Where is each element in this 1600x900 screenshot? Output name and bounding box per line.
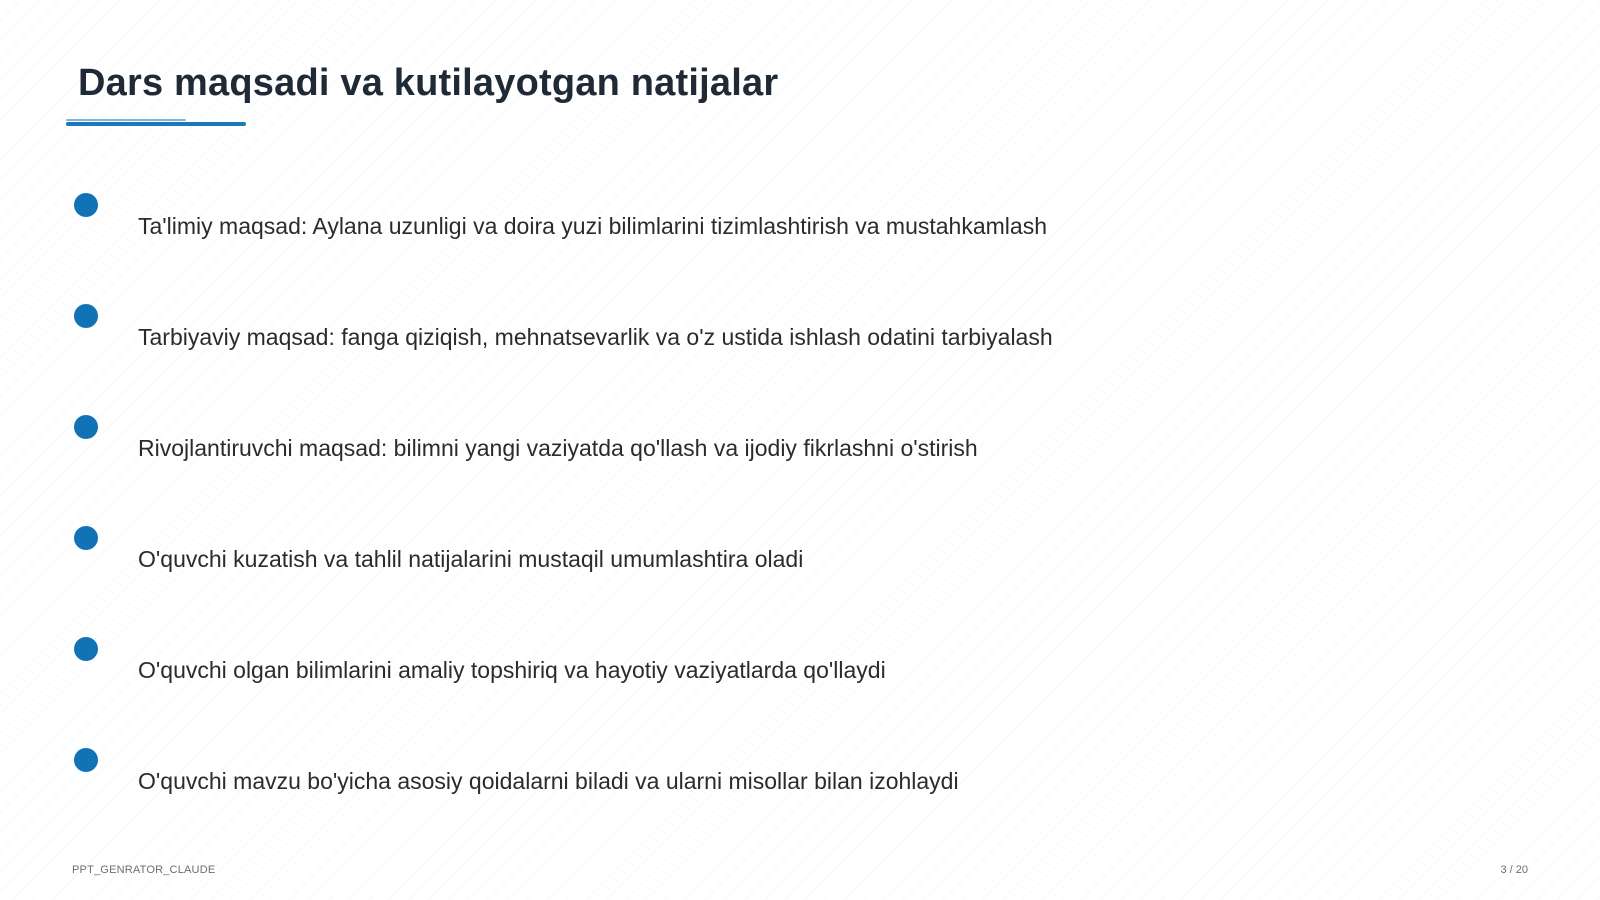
- footer-generator-label: PPT_GENRATOR_CLAUDE: [72, 864, 216, 876]
- bullet-dot-icon: [74, 304, 98, 328]
- bullet-text: Ta'limiy maqsad: Aylana uzunligi va doira yuzi bilimlarini tizimlashtirish va mustahkamlash: [138, 213, 1047, 239]
- list-item: [0, 415, 1500, 485]
- bullet-dot-icon: [74, 748, 98, 772]
- bullet-dot-icon: [74, 526, 98, 550]
- list-item: [0, 748, 1500, 818]
- bullet-text: O'quvchi kuzatish va tahlil natijalarini mustaqil umumlashtira oladi: [138, 546, 804, 572]
- bullet-text: O'quvchi mavzu bo'yicha asosiy qoidalarni biladi va ularni misollar bilan izohlaydi: [138, 768, 959, 794]
- list-item: [0, 193, 1500, 263]
- list-item: [0, 637, 1500, 707]
- bullet-text: Tarbiyaviy maqsad: fanga qiziqish, mehnatsevarlik va o'z ustida ishlash odatini tarbiyalash: [138, 324, 1053, 350]
- bullet-text: Rivojlantiruvchi maqsad: bilimni yangi vaziyatda qo'llash va ijodiy fikrlashni o'stirish: [138, 435, 978, 461]
- bullet-dot-icon: [74, 637, 98, 661]
- bullet-dot-icon: [74, 415, 98, 439]
- page-indicator: 3 / 20: [1500, 864, 1528, 876]
- list-item: [0, 304, 1500, 374]
- slide-title: Dars maqsadi va kutilayotgan natijalar: [78, 62, 779, 104]
- list-item: [0, 526, 1500, 596]
- bullet-dot-icon: [74, 193, 98, 217]
- bullet-text: O'quvchi olgan bilimlarini amaliy topshiriq va hayotiy vaziyatlarda qo'llaydi: [138, 657, 886, 683]
